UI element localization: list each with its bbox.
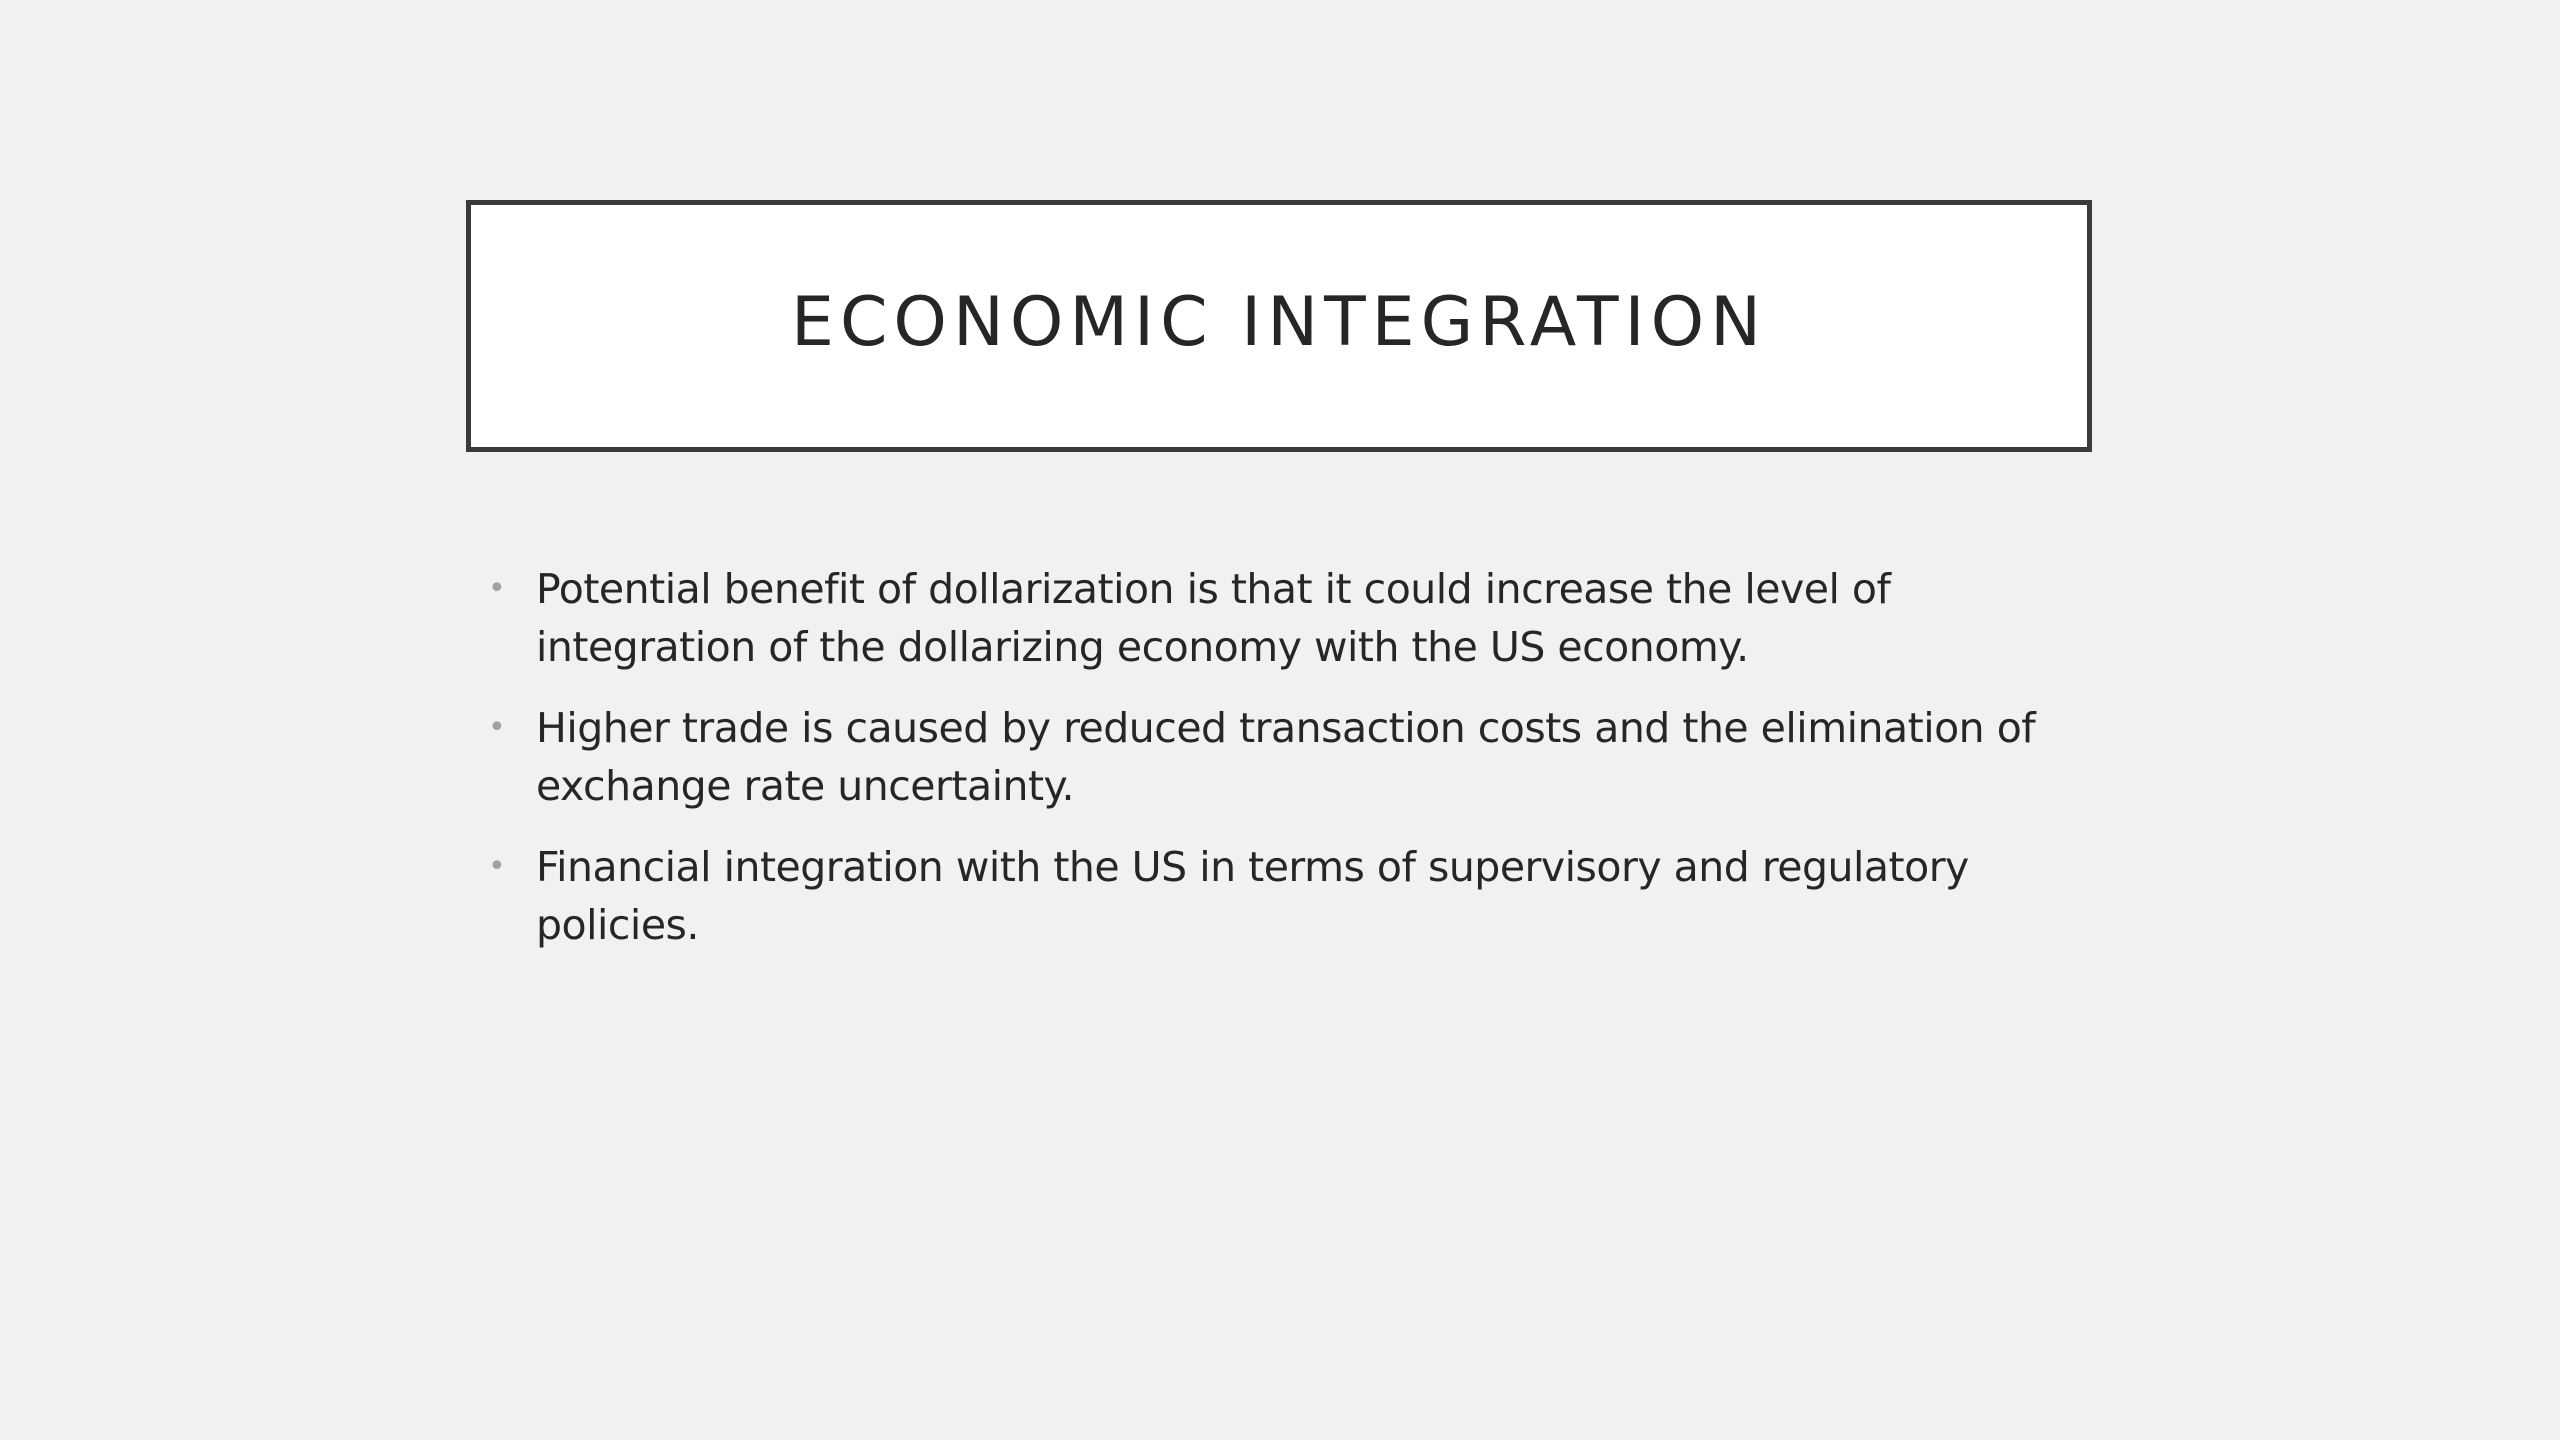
bullet-text: Financial integration with the US in terms of supervisory and regulatory policies. <box>536 843 1969 949</box>
slide-title: ECONOMIC INTEGRATION <box>790 282 1767 362</box>
bullet-item <box>484 560 2104 676</box>
bullet-dot-icon: • <box>488 849 506 884</box>
bullet-text: Higher trade is caused by reduced transaction costs and the elimination of exchange rate uncertainty. <box>536 704 2036 810</box>
bullet-dot-icon: • <box>488 710 506 745</box>
title-box <box>466 200 2092 452</box>
bullet-item <box>484 699 2104 815</box>
bullet-dot-icon: • <box>488 571 506 606</box>
bullet-item <box>484 838 2104 954</box>
bullet-text: Potential benefit of dollarization is that it could increase the level of integration of the dollarizing economy with the US economy. <box>536 565 1891 671</box>
bullet-list <box>484 560 2104 977</box>
